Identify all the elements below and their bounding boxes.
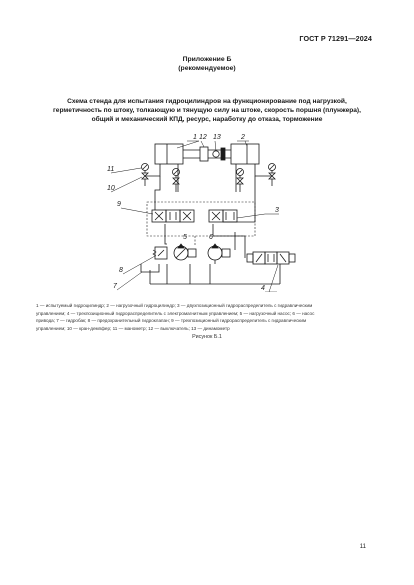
- legend-line: управлением; 4 — трехпозиционный гидрораспределитель с электромагнитным управлением; 5 — нагрузочный насос; 6 — насос: [36, 310, 315, 316]
- load-cylinder-2: [231, 144, 259, 164]
- callout-11: 11: [107, 166, 115, 173]
- pipelines: [145, 164, 280, 284]
- legend-line: привода; 7 — гидробак; 8 — предохранительный гидроклапан; 9 — трехпозиционный гидрораспределитель с гидравлическим: [36, 318, 307, 323]
- directional-valve-3: [209, 210, 237, 222]
- callout-9: 9: [117, 201, 121, 208]
- drive-pump-6: [208, 244, 230, 264]
- appendix-label: Приложение Б: [182, 56, 232, 63]
- appendix-header: [0, 56, 414, 73]
- callout-3: 3: [275, 207, 279, 214]
- page-number: 11: [359, 544, 366, 550]
- figure-legend: [36, 302, 381, 332]
- callout-10: 10: [107, 185, 115, 192]
- title-line: общий и механический КПД, ресурс, наработку до отказа, торможение: [91, 116, 323, 123]
- legend-line: 1 — испытуемый гидроцилиндр; 2 — нагрузочный гидроцилиндр; 3 — двухпозиционный гидрораспределитель с гидравлическим: [36, 303, 313, 308]
- callout-2: 2: [241, 134, 245, 141]
- test-cylinder-1: [155, 144, 183, 164]
- directional-valve-4: [247, 252, 295, 280]
- rod-connection: [183, 147, 231, 161]
- control-lines: [147, 202, 255, 246]
- callout-6: 6: [209, 234, 213, 241]
- figure-title: [50, 97, 364, 124]
- title-line: герметичность по штоку, толкающую и тянущую силу на штоке, скорость поршня (плунжера),: [53, 107, 361, 114]
- load-pump-5: [174, 244, 196, 260]
- callout-1: 1: [193, 134, 197, 141]
- callout-13: 13: [213, 134, 221, 141]
- callout-7: 7: [113, 283, 117, 290]
- relief-valve-8: [153, 247, 167, 259]
- callout-8: 8: [119, 267, 123, 274]
- figure-caption: Рисунок Б.1: [192, 334, 222, 340]
- appendix-status: (рекомендуемое): [178, 64, 236, 72]
- legend-line: управлением; 10 — кран-демпфер; 11 — манометр; 12 — выключатель; 13 — динамометр: [36, 325, 230, 331]
- callout-12: 12: [199, 134, 207, 141]
- callout-4: 4: [261, 285, 265, 292]
- title-line: Схема стенда для испытания гидроцилиндров на функционирование под нагрузкой,: [67, 98, 347, 105]
- standard-designation: ГОСТ Р 71291—2024: [299, 34, 372, 43]
- directional-valve-9: [152, 210, 194, 222]
- callout-5: 5: [183, 234, 187, 241]
- hydraulic-test-stand-diagram: [95, 132, 315, 292]
